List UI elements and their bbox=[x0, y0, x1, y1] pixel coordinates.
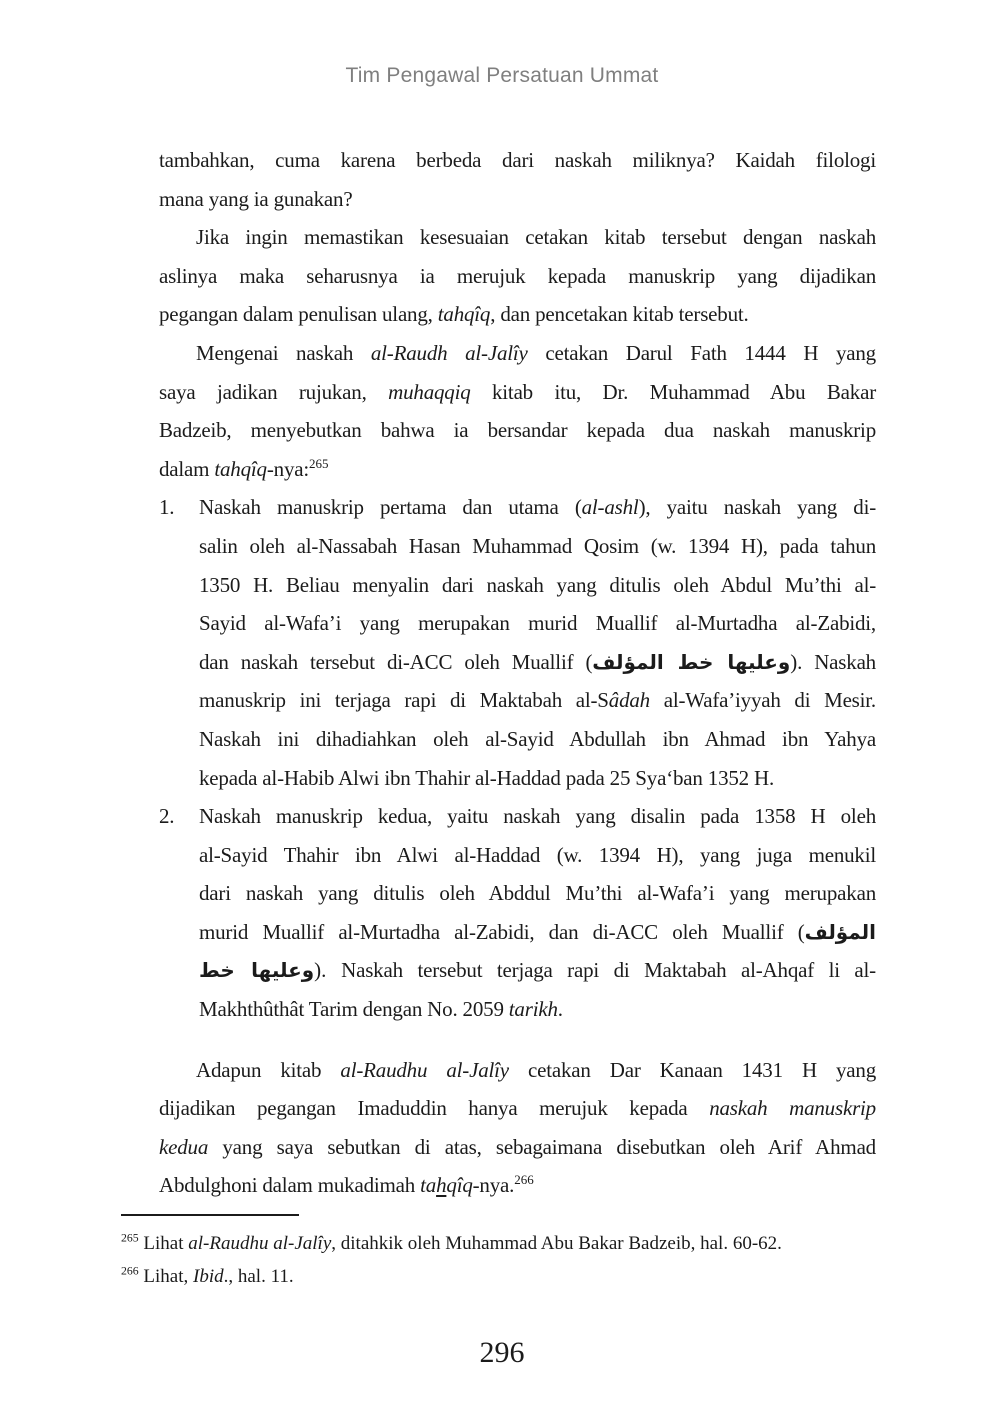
text-segment: Abdulghoni dalam mukadimah bbox=[159, 1173, 421, 1198]
text-segment: . bbox=[557, 997, 563, 1022]
text-line bbox=[159, 1166, 876, 1205]
text-segment: dan naskah tersebut di-ACC oleh Muallif ( bbox=[199, 649, 593, 674]
text-segment: murid Muallif al-Murtadha al-Zabidi, dan di-ACC oleh Muallif ( bbox=[199, 919, 805, 944]
text-line bbox=[159, 1128, 876, 1167]
text-segment: al-Raudhu al-Jalîy bbox=[188, 1233, 332, 1254]
text-segment: salin oleh al-Nassabah Hasan Muhammad Qosim (w. 1394 H), pada tahun bbox=[199, 533, 876, 558]
text-line bbox=[159, 1051, 876, 1090]
text-line bbox=[159, 450, 876, 489]
text-segment: tahqîq bbox=[437, 302, 491, 327]
text-segment: Mengenai naskah bbox=[196, 340, 371, 365]
numbered-list-item bbox=[159, 797, 876, 1029]
text-segment: Makhthûthât Tarim dengan No. 2059 bbox=[199, 997, 509, 1022]
text-line bbox=[159, 180, 876, 219]
footnote-reference: 266 bbox=[514, 1172, 534, 1188]
paragraph-gap bbox=[159, 1029, 876, 1051]
footnotes-section bbox=[121, 1214, 891, 1293]
footnote-reference: 265 bbox=[309, 455, 329, 471]
text-segment: manuskrip ini terjaga rapi di Maktabah al-S bbox=[199, 688, 609, 713]
text-segment: tarikh bbox=[508, 997, 558, 1022]
text-segment: al-Raudh al-Jalîy bbox=[370, 340, 528, 365]
text-segment: cetakan Darul Fath 1444 H yang bbox=[527, 340, 876, 365]
footnote bbox=[121, 1260, 891, 1293]
text-line bbox=[199, 643, 876, 682]
running-header: Tim Pengawal Persatuan Ummat bbox=[345, 64, 659, 87]
text-segment: qîq bbox=[446, 1173, 473, 1198]
text-segment: 1350 H. Beliau menyalin dari naskah yang ditulis oleh Abdul Mu’thi al- bbox=[199, 572, 876, 597]
text-segment: al-ashl bbox=[581, 495, 639, 520]
text-line bbox=[199, 681, 876, 720]
footnote-reference: 266 bbox=[121, 1264, 139, 1278]
text-line bbox=[199, 604, 876, 643]
body-paragraph bbox=[159, 334, 876, 488]
text-segment: ., hal. 11. bbox=[223, 1266, 294, 1287]
text-segment: kedua bbox=[159, 1134, 209, 1159]
numbered-list-item bbox=[159, 488, 876, 797]
text-line bbox=[199, 488, 876, 527]
text-line bbox=[199, 797, 876, 836]
text-segment: muhaqqiq bbox=[388, 379, 471, 404]
text-segment: Naskah manuskrip kedua, yaitu naskah yang disalin pada 1358 H oleh bbox=[199, 804, 876, 829]
text-segment: pegangan dalam penulisan ulang, bbox=[159, 302, 438, 327]
text-segment: dari naskah yang ditulis oleh Abddul Mu’thi al-Wafa’i yang merupakan bbox=[199, 881, 876, 906]
text-segment: -nya: bbox=[266, 456, 310, 481]
text-line bbox=[199, 913, 876, 952]
text-line bbox=[159, 218, 876, 257]
text-line bbox=[199, 759, 876, 798]
text-segment: al-Sayid Thahir ibn Alwi al-Haddad (w. 1394 H), yang juga menukil bbox=[199, 842, 876, 867]
text-segment: ). Naskah bbox=[790, 649, 876, 674]
text-segment: mana yang ia gunakan? bbox=[159, 186, 353, 211]
list-item-text bbox=[199, 488, 876, 797]
text-line bbox=[199, 874, 876, 913]
text-line bbox=[199, 990, 876, 1029]
text-segment: al-Raudhu al-Jalîy bbox=[340, 1057, 509, 1082]
text-segment: tambahkan, cuma karena berbeda dari naskah miliknya? Kaidah filologi bbox=[159, 148, 876, 172]
body-paragraph bbox=[159, 141, 876, 218]
text-line bbox=[159, 141, 876, 180]
text-segment: dijadikan pegangan Imaduddin hanya merujuk kepada bbox=[159, 1096, 710, 1121]
text-segment: ta bbox=[420, 1173, 437, 1198]
text-segment: al-Wafa’iyyah di Mesir. bbox=[649, 688, 876, 713]
text-segment: aslinya maka seharusnya ia merujuk kepada manuskrip yang dijadikan bbox=[159, 263, 876, 288]
text-segment: , dan pencetakan kitab tersebut. bbox=[490, 302, 749, 327]
text-line bbox=[199, 566, 876, 605]
text-segment: Sayid al-Wafa’i yang merupakan murid Muallif al-Murtadha al-Zabidi, bbox=[199, 611, 876, 636]
text-line bbox=[199, 720, 876, 759]
arabic-phrase: وعليها خط bbox=[199, 958, 315, 983]
text-segment: âdah bbox=[608, 688, 650, 713]
list-item-number: 2. bbox=[159, 804, 175, 829]
text-segment: Lihat bbox=[138, 1233, 189, 1254]
text-segment: naskah manuskrip bbox=[709, 1096, 876, 1121]
page-number: 296 bbox=[479, 1336, 525, 1369]
body-paragraph bbox=[159, 218, 876, 334]
text-segment: Badzeib, menyebutkan bahwa ia bersandar kepada dua naskah manuskrip bbox=[159, 418, 876, 443]
footnote-divider-rule bbox=[121, 1214, 299, 1216]
arabic-phrase: وعليها خط المؤلف bbox=[592, 649, 791, 674]
text-segment: Naskah manuskrip pertama dan utama ( bbox=[199, 495, 582, 520]
text-segment: Adapun kitab bbox=[196, 1057, 341, 1082]
page-body-text bbox=[159, 141, 876, 1205]
text-line bbox=[159, 373, 876, 412]
text-segment: Ibid bbox=[193, 1266, 224, 1287]
text-segment: Jika ingin memastikan kesesuaian cetakan kitab tersebut dengan naskah bbox=[196, 225, 876, 250]
footnote bbox=[121, 1227, 891, 1260]
text-segment: kitab itu, Dr. Muhammad Abu Bakar bbox=[470, 379, 877, 404]
text-segment: Lihat, bbox=[138, 1266, 194, 1287]
text-segment: , ditahkik oleh Muhammad Abu Bakar Badzeib, hal. 60-62. bbox=[331, 1233, 782, 1254]
body-paragraph bbox=[159, 1051, 876, 1205]
text-segment: yang saya sebutkan di atas, sebagaimana disebutkan oleh Arif Ahmad bbox=[208, 1134, 876, 1159]
text-segment: kepada al-Habib Alwi ibn Thahir al-Haddad pada 25 Sya‘ban 1352 H. bbox=[199, 765, 775, 790]
text-segment: ), yaitu naskah yang di- bbox=[638, 495, 876, 520]
arabic-phrase: المؤلف bbox=[804, 919, 876, 944]
text-segment: saya jadikan rujukan, bbox=[159, 379, 389, 404]
list-item-number: 1. bbox=[159, 495, 175, 520]
list-item-text bbox=[199, 797, 876, 1029]
text-line bbox=[159, 257, 876, 296]
text-segment: -nya. bbox=[472, 1173, 515, 1198]
text-segment: cetakan Dar Kanaan 1431 H yang bbox=[508, 1057, 876, 1082]
text-segment: Naskah ini dihadiahkan oleh al-Sayid Abdullah ibn Ahmad ibn Yahya bbox=[199, 726, 876, 751]
text-segment: tahqîq bbox=[214, 456, 267, 481]
text-line bbox=[159, 1089, 876, 1128]
text-segment: dalam bbox=[159, 456, 215, 481]
text-segment: ). Naskah tersebut terjaga rapi di Maktabah al-Ahqaf li al- bbox=[314, 958, 876, 983]
text-segment: h bbox=[436, 1173, 447, 1198]
text-line bbox=[159, 334, 876, 373]
text-line bbox=[159, 411, 876, 450]
text-line bbox=[199, 527, 876, 566]
text-line bbox=[199, 836, 876, 875]
footnote-reference: 265 bbox=[121, 1231, 139, 1245]
text-line bbox=[199, 951, 876, 990]
text-line bbox=[159, 295, 876, 334]
